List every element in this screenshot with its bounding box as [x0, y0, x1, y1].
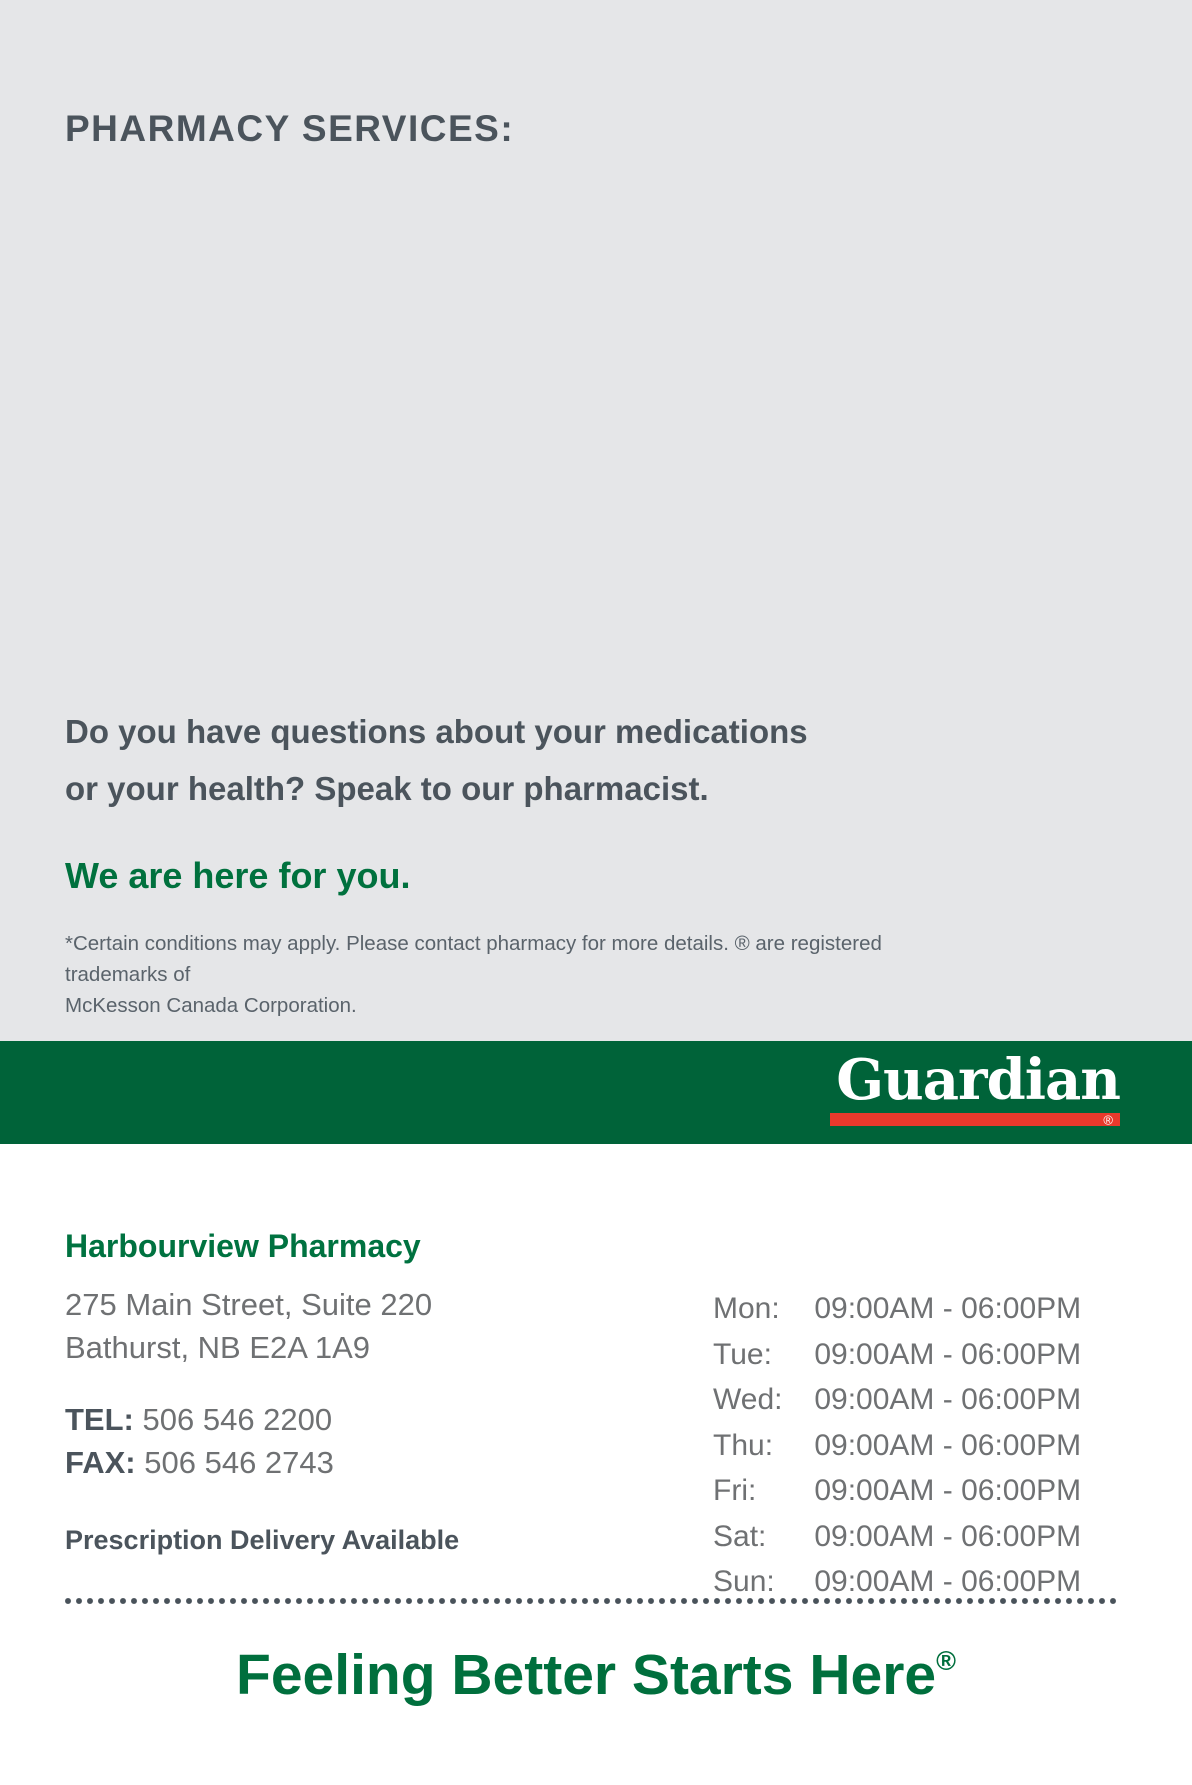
hours-row-wed — [713, 1377, 1081, 1423]
hours-day-label: Mon: — [713, 1292, 780, 1325]
dotted-divider — [65, 1598, 1120, 1604]
hours-day-label: Thu: — [713, 1428, 774, 1462]
hours-time-value: 09:00AM - 06:00PM — [814, 1519, 1082, 1553]
legal-disclaimer-line2: McKesson Canada Corporation. — [65, 994, 357, 1017]
slogan-text: Feeling Better Starts Here — [236, 1643, 937, 1707]
guardian-logo — [830, 1049, 1120, 1126]
store-address — [65, 1283, 432, 1369]
hours-time-value: 09:00AM - 06:00PM — [814, 1383, 1082, 1416]
hours-time-value: 09:00AM - 06:00PM — [814, 1428, 1082, 1462]
hours-time-value: 09:00AM - 06:00PM — [814, 1337, 1082, 1371]
hours-day-label: Tue: — [713, 1337, 772, 1371]
brand-banner — [0, 1041, 1192, 1144]
legal-disclaimer-line1: *Certain conditions may apply. Please contact pharmacy for more details. ® are registered trademarks of — [65, 932, 882, 986]
hours-day-label: Sat: — [713, 1519, 767, 1553]
pharmacist-question-line2: or your health? Speak to our pharmacist. — [65, 770, 709, 807]
tel-number: 506 546 2200 — [142, 1402, 333, 1437]
pharmacy-services-heading: PHARMACY SERVICES: — [65, 108, 515, 149]
we-are-here-tagline: We are here for you. — [65, 855, 411, 896]
legal-disclaimer — [65, 928, 965, 1021]
registered-trademark-icon: ® — [1103, 1112, 1113, 1127]
hours-time-value: 09:00AM - 06:00PM — [814, 1474, 1082, 1507]
fax-number: 506 546 2743 — [144, 1445, 334, 1480]
hours-time-value: 09:00AM - 06:00PM — [814, 1292, 1082, 1325]
hours-day-label: Sun: — [713, 1565, 775, 1598]
hours-row-sat — [713, 1514, 1081, 1560]
store-tel — [65, 1398, 334, 1441]
hours-time-value: 09:00AM - 06:00PM — [814, 1565, 1082, 1598]
guardian-logo-underline — [830, 1113, 1120, 1126]
store-phones — [65, 1398, 334, 1484]
store-address-line1: 275 Main Street, Suite 220 — [65, 1287, 433, 1322]
hours-day-label: Wed: — [713, 1383, 783, 1416]
fax-label: FAX: — [65, 1445, 136, 1480]
pharmacist-question-line1: Do you have questions about your medications — [65, 713, 808, 750]
hours-row-fri — [713, 1468, 1081, 1514]
hours-row-tue — [713, 1332, 1081, 1378]
prescription-delivery-note: Prescription Delivery Available — [65, 1525, 460, 1555]
store-fax — [65, 1441, 334, 1484]
pharmacist-question — [65, 703, 808, 817]
guardian-wordmark: Guardian — [836, 1047, 1120, 1113]
opening-hours — [713, 1286, 1081, 1605]
slogan — [0, 1642, 1192, 1708]
tel-label: TEL: — [65, 1402, 134, 1437]
store-name: Harbourview Pharmacy — [65, 1228, 421, 1264]
hours-row-thu — [713, 1423, 1081, 1469]
slogan-registered-mark: ® — [936, 1646, 956, 1676]
store-address-line2: Bathurst, NB E2A 1A9 — [65, 1330, 371, 1365]
hours-day-label: Fri: — [713, 1474, 757, 1507]
hours-row-mon — [713, 1286, 1081, 1332]
